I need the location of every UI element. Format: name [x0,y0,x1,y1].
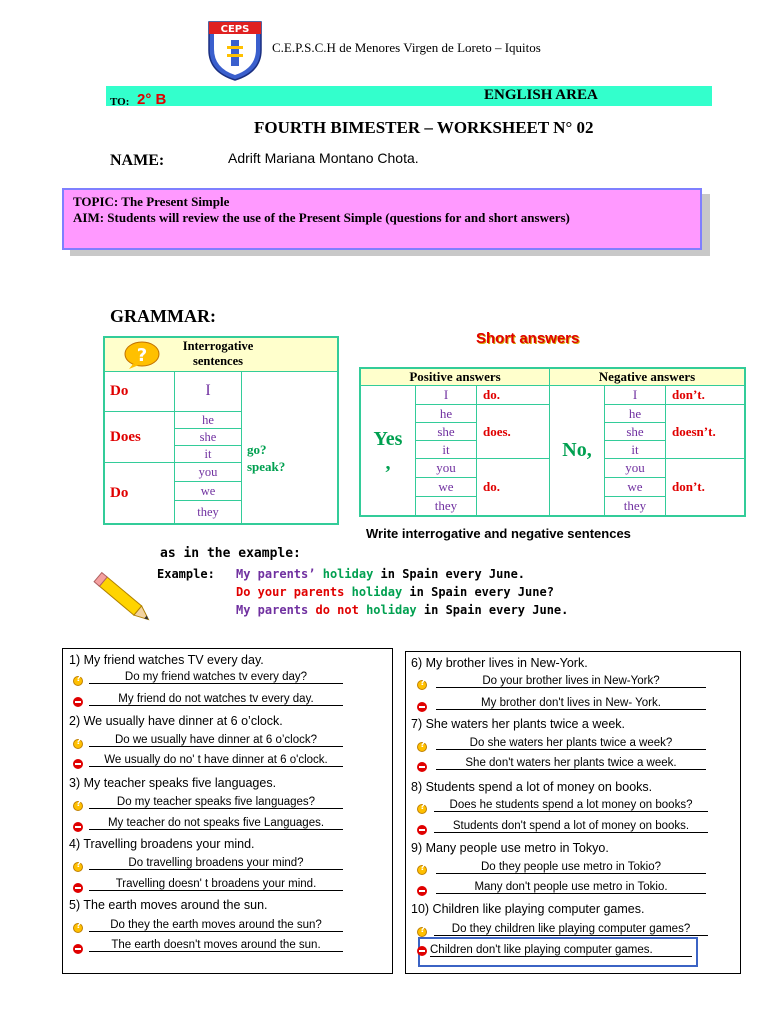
exercise-question: 10) Children like playing computer games. [411,902,645,916]
pronoun-cell: you [605,459,665,478]
grammar-heading: GRAMMAR: [110,306,216,326]
answer-negative-field[interactable]: My teacher do not speaks five Languages. [89,817,343,830]
pos-does: does. [483,423,511,439]
pronoun-cell: I [175,371,242,411]
neg-dont-1: don’t. [672,387,705,402]
yes-comma: , [385,451,391,474]
answer-question-field[interactable]: Do my teacher speaks five languages? [89,796,343,809]
negative-icon [417,702,427,712]
question-icon [417,742,427,752]
ex1-subject: My parents’ [236,567,316,581]
worksheet-title: FOURTH BIMESTER – WORKSHEET N° 02 [254,118,594,137]
verb-go: go? [247,442,267,457]
pronoun-cell: they [434,498,458,513]
answer-question-field[interactable]: Do my friend watches tv every day? [89,671,343,684]
neg-dont-2: don’t. [672,479,705,494]
exercises-right-box [405,651,741,974]
negative-icon [73,759,83,769]
to-label: TO: [110,96,130,108]
ex1-verb: holiday [322,567,374,581]
area-title: ENGLISH AREA [484,87,598,103]
answer-negative-field[interactable]: My brother don't lives in New- York. [436,697,706,710]
negative-icon [417,886,427,896]
pronoun-cell: they [197,504,219,519]
example-sentence-1 [236,567,525,581]
exercises-left-box [62,648,393,974]
ex3-aux: do not [315,603,359,617]
question-icon [417,680,427,690]
exercise-question: 2) We usually have dinner at 6 o’clock. [69,714,283,728]
pronoun-cell: we [416,478,476,497]
short-answers-table [359,367,746,517]
pronoun-cell: they [623,498,647,513]
exercise-question: 1) My friend watches TV every day. [69,653,264,667]
school-name: C.E.P.S.C.H de Menores Virgen de Loreto – Iquitos [272,40,541,55]
exercise-question: 9) Many people use metro in Tokyo. [411,841,609,855]
positive-header: Positive answers [360,368,550,386]
no-label: No, [550,386,605,517]
ex2-verb: holiday [351,585,403,599]
answer-question-field[interactable]: Do travelling broadens your mind? [89,857,343,870]
exercise-question: 7) She waters her plants twice a week. [411,717,625,731]
pronoun-cell: you [416,459,476,478]
pronoun-cell: she [416,423,476,441]
instruction-line-2: as in the example: [160,546,301,561]
pronoun-cell: we [175,482,241,501]
negative-icon [73,944,83,954]
answer-question-field[interactable]: Does he students spend a lot money on books? [434,799,708,812]
answer-question-field[interactable]: Do your brother lives in New-York? [436,675,706,688]
neg-doesnt: doesn’t. [672,423,716,439]
aux-do-1: Do [110,383,129,399]
exercise-question: 4) Travelling broadens your mind. [69,837,255,851]
question-icon [417,865,427,875]
to-value: 2° B [137,91,167,108]
interrogative-title-1: Interrogative [182,339,254,354]
pronoun-cell: we [605,478,665,497]
interrogative-title-2: sentences [193,354,243,369]
question-icon [73,923,83,933]
exercise-question: 5) The earth moves around the sun. [69,898,268,912]
pronoun-cell: it [442,442,450,457]
question-icon [73,739,83,749]
ex1-rest: in Spain every June. [380,567,526,581]
pronoun-cell: it [204,446,212,461]
interrogative-header [104,337,338,371]
answer-negative-field[interactable]: The earth doesn't moves around the sun. [89,939,343,952]
answer-negative-field[interactable]: Students don't spend a lot of money on books. [434,820,708,833]
yes-label: Yes [373,427,403,450]
answer-negative-field[interactable]: Travelling doesn' t broadens your mind. [89,878,343,891]
ex3-subject: My parents [236,603,309,617]
instruction-line-1: Write interrogative and negative sentences [366,526,631,541]
negative-icon [417,825,427,835]
answer-negative-field[interactable]: Many don't people use metro in Tokio. [436,881,706,894]
pencil-icon [88,566,160,632]
pos-do-1: do. [483,387,500,402]
short-answers-title: Short answers [476,330,580,347]
ex2-aux: Do your parents [236,585,345,599]
aux-does: Does [110,428,141,445]
pronoun-cell: he [175,412,241,429]
ex3-verb: holiday [366,603,417,617]
topic-line: TOPIC: The Present Simple [73,194,230,209]
verb-speak: speak? [247,459,286,474]
question-icon [417,927,427,937]
question-icon [417,804,427,814]
logo-letters: CEPS [220,24,250,35]
question-icon [73,676,83,686]
school-logo [205,16,265,82]
answer-question-field[interactable]: Do she waters her plants twice a week? [436,737,706,750]
question-icon [73,862,83,872]
pronoun-cell: he [416,405,476,423]
answer-negative-field[interactable]: She don't waters her plants twice a week. [436,757,706,770]
exercise-question: 8) Students spend a lot of money on books. [411,780,653,794]
name-value: Adrift Mariana Montano Chota. [228,150,419,166]
exercise-question: 3) My teacher speaks five languages. [69,776,277,790]
ex2-rest: in Spain every June? [409,585,554,599]
example-sentence-3 [236,603,568,617]
to-bar [106,86,712,106]
ex3-rest: in Spain every June. [423,603,569,617]
topic-box [62,188,702,250]
exercise-question: 6) My brother lives in New-York. [411,656,588,670]
answer-question-field[interactable]: Do they people use metro in Tokio? [436,861,706,874]
pronoun-cell: he [605,405,665,423]
svg-text:?: ? [136,345,148,366]
pronoun-cell: I [632,387,638,402]
answer-negative-field[interactable]: Children don't like playing computer games. [430,944,692,957]
answer-question-field[interactable]: Do they children like playing computer games? [434,923,708,936]
answer-negative-field[interactable]: We usually do no' t have dinner at 6 o'clock. [89,754,343,767]
answer-question-field[interactable]: Do we usually have dinner at 6 o’clock? [89,734,343,747]
negative-icon [73,697,83,707]
aux-do-2: Do [110,484,129,501]
negative-icon [73,883,83,893]
negative-header: Negative answers [550,368,746,386]
pos-do-2: do. [483,479,500,494]
answer-negative-field[interactable]: My friend do not watches tv every day. [89,693,343,706]
question-icon [73,801,83,811]
negative-icon [73,822,83,832]
pronoun-cell: you [175,463,241,482]
interrogative-table [103,336,339,525]
pronoun-cell: she [175,429,241,446]
name-label: NAME: [110,152,165,169]
example-sentence-2 [236,585,554,599]
pronoun-cell: it [631,442,639,457]
negative-icon [417,762,427,772]
pronoun-cell: she [605,423,665,441]
answer-question-field[interactable]: Do they the earth moves around the sun? [89,919,343,932]
aim-line: AIM: Students will review the use of the Present Simple (questions for and short answers) [73,210,570,225]
example-label: Example: [157,567,215,581]
negative-icon [417,946,427,956]
question-bubble-icon [123,340,161,370]
pronoun-cell: I [443,387,449,402]
